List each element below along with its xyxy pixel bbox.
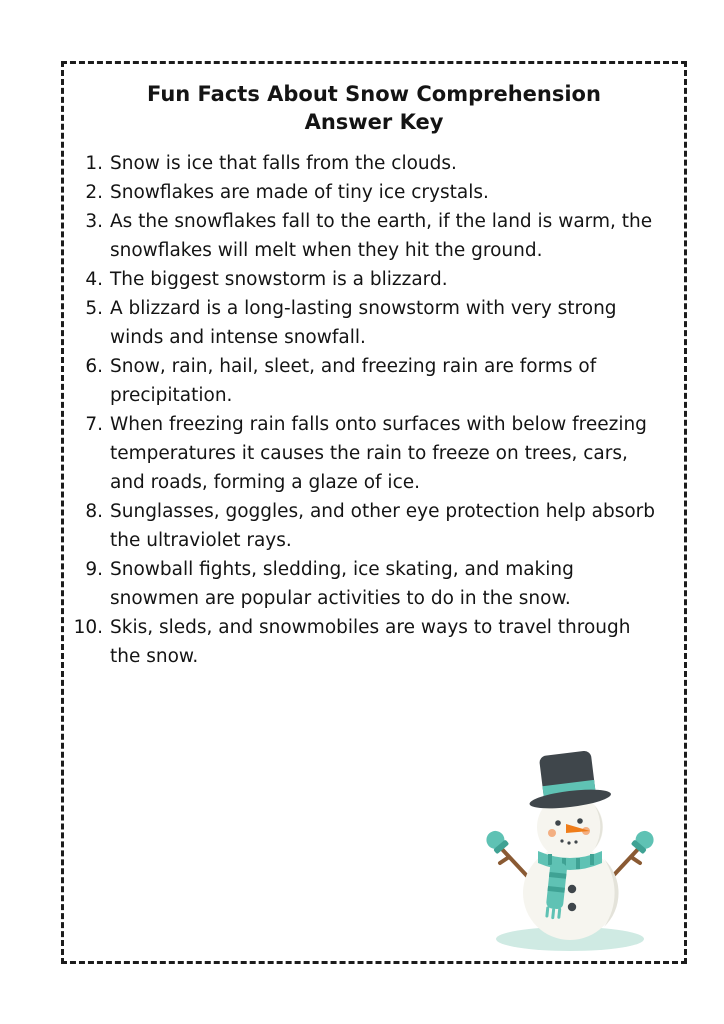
answer-number: 1. [85, 152, 103, 174]
list-item [72, 410, 666, 497]
list-item [72, 265, 666, 294]
answer-text: As the snowflakes fall to the earth, if the land is warm, the snowflakes will melt when they hit the ground. [110, 210, 653, 261]
snowman-icon [476, 737, 668, 955]
list-item [72, 497, 666, 555]
answer-text: Skis, sleds, and snowmobiles are ways to travel through the snow. [110, 616, 631, 667]
list-item [72, 352, 666, 410]
list-item [72, 149, 666, 178]
list-item [72, 294, 666, 352]
answer-text: The biggest snowstorm is a blizzard. [110, 268, 448, 290]
answer-text: When freezing rain falls onto surfaces with below freezing temperatures it causes the rain to freeze on trees, cars, and roads, forming a glaze of ice. [110, 413, 647, 493]
answer-text: Snowflakes are made of tiny ice crystals. [110, 181, 489, 203]
answer-list [72, 149, 666, 671]
answer-number: 7. [85, 413, 103, 435]
answer-text: Snow is ice that falls from the clouds. [110, 152, 457, 174]
page-title [84, 80, 664, 137]
answer-number: 9. [85, 558, 103, 580]
answer-number: 5. [85, 297, 103, 319]
answer-number: 10. [73, 616, 103, 638]
page-title-line2: Answer Key [304, 110, 444, 135]
list-item [72, 613, 666, 671]
list-item [72, 207, 666, 265]
answer-number: 6. [85, 355, 103, 377]
snowman-illustration [476, 737, 668, 955]
answer-text: Sunglasses, goggles, and other eye protection help absorb the ultraviolet rays. [110, 500, 656, 551]
answer-text: Snow, rain, hail, sleet, and freezing rain are forms of precipitation. [110, 355, 597, 406]
list-item [72, 178, 666, 207]
worksheet-page [61, 61, 687, 964]
answer-number: 2. [85, 181, 103, 203]
answer-number: 3. [85, 210, 103, 232]
answer-text: A blizzard is a long-lasting snowstorm with very strong winds and intense snowfall. [110, 297, 617, 348]
answer-number: 8. [85, 500, 103, 522]
answer-number: 4. [85, 268, 103, 290]
answer-text: Snowball fights, sledding, ice skating, and making snowmen are popular activities to do in the snow. [110, 558, 574, 609]
list-item [72, 555, 666, 613]
page-title-line1: Fun Facts About Snow Comprehension [147, 82, 601, 106]
